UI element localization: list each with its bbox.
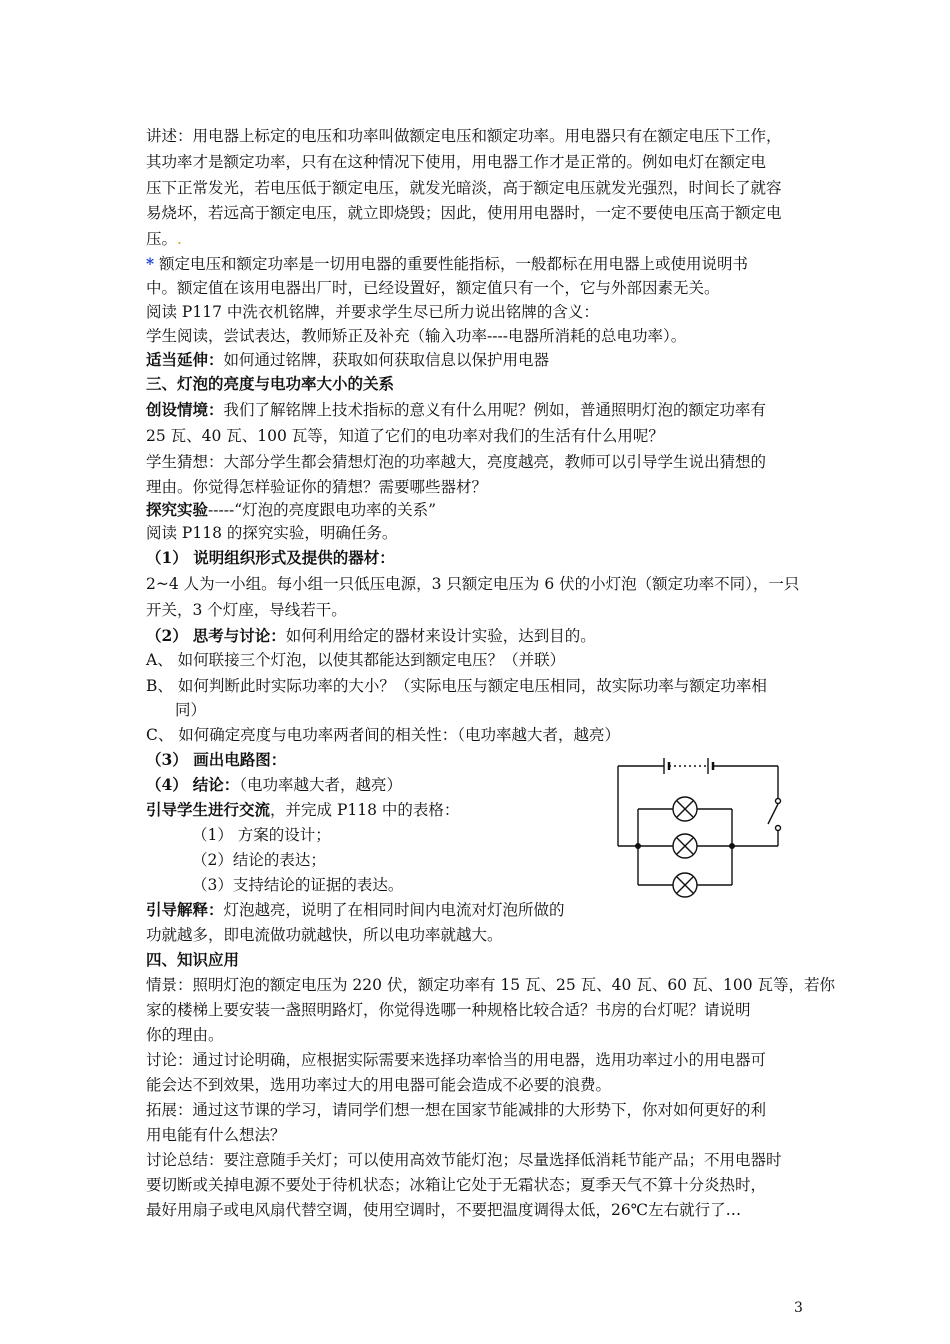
paragraph-text: ，并完成 P118 中的表格： <box>270 801 460 819</box>
paragraph-line: 要切断或关掉电源不要处于待机状态；冰箱让它处于无霜状态；夏季天气不算十分炎热时， <box>146 1176 767 1194</box>
paragraph-line: 讨论总结：要注意随手关灯；可以使用高效节能灯泡；尽量选择低消耗节能产品；不用电器时 <box>146 1151 782 1169</box>
switch-contact <box>776 826 781 831</box>
junction-dot <box>635 843 641 849</box>
paragraph-line: 理由。你觉得怎样验证你的猜想？需要哪些器材？ <box>146 478 488 496</box>
list-item: （1） 方案的设计； <box>192 826 331 844</box>
list-item: （2）结论的表达； <box>192 851 326 869</box>
star-icon: * <box>146 254 155 273</box>
step-line <box>146 748 286 772</box>
paragraph-line: 讨论：通过讨论明确，应根据实际需要来选择功率恰当的用电器，选用功率过小的用电器可 <box>146 1051 767 1069</box>
note-text: 额定电压和额定功率是一切用电器的重要性能指标，一般都标在用电器上或使用说明书 <box>159 255 749 273</box>
section-heading: 三、灯泡的亮度与电功率大小的关系 <box>146 374 395 393</box>
step-number: （3） <box>146 750 188 769</box>
paragraph-line: 压下正常发光，若电压低于额定电压，就发光暗淡，高于额定电压就发光强烈，时间长了就容 <box>146 179 782 197</box>
paragraph-line: 学生阅读，尝试表达，教师矫正及补充（输入功率----电器所消耗的总电功率）。 <box>146 327 687 345</box>
step-label: 说明组织形式及提供的器材： <box>193 548 395 567</box>
question-a: A、 如何联接三个灯泡，以使其都能达到额定电压？（并联） <box>146 651 566 669</box>
list-item: （3）支持结论的证据的表达。 <box>192 876 404 894</box>
bold-label: 探究实验 <box>146 500 209 519</box>
bold-label: 适当延伸： <box>146 350 224 369</box>
step-number: （1） <box>146 548 188 567</box>
page-number: 3 <box>794 1300 803 1316</box>
bold-label: 引导学生进行交流 <box>146 800 271 819</box>
paragraph-text: 如何利用给定的器材来设计实验，达到目的。 <box>285 627 596 645</box>
paragraph-line: 其功率才是额定功率，只有在这种情况下使用，用电器工作才是正常的。例如电灯在额定电 <box>146 153 767 171</box>
paragraph-line: 25 瓦、40 瓦、100 瓦等，知道了它们的电功率对我们的生活有什么用呢？ <box>146 427 664 445</box>
paragraph-line: 用电能有什么想法？ <box>146 1126 286 1144</box>
section-heading: 四、知识应用 <box>146 950 240 969</box>
step-number: （4） <box>146 775 188 794</box>
paragraph-line: 2~4 人为一小组。每小组一只低压电源，3 只额定电压为 6 伏的小灯泡（额定功率不同），一只 <box>146 575 800 593</box>
paragraph-text: -----“灯泡的亮度跟电功率的关系” <box>208 501 437 519</box>
paragraph-line: 最好用扇子或电风扇代替空调，使用空调时，不要把温度调得太低，26℃左右就行了… <box>146 1201 742 1219</box>
paragraph-line <box>146 227 182 251</box>
paragraph-line <box>146 798 459 822</box>
paragraph-line <box>146 898 565 922</box>
paragraph-line: 拓展：通过这节课的学习，请同学们想一想在国家节能减排的大形势下，你对如何更好的利 <box>146 1101 767 1119</box>
note-line <box>146 252 748 276</box>
step-label: 思考与讨论： <box>192 626 286 645</box>
paragraph-line: 家的楼梯上要安装一盏照明路灯，你觉得选哪一种规格比较合适？书房的台灯呢？请说明 <box>146 1001 751 1019</box>
paragraph-text: 压。 <box>146 230 178 248</box>
paragraph-line: 阅读 P118 的探究实验，明确任务。 <box>146 524 398 542</box>
switch-lever <box>768 804 778 824</box>
paragraph-line: 开关，3 个灯座，导线若干。 <box>146 601 347 619</box>
junction-dot <box>729 843 735 849</box>
paragraph-line: 功就越多，即电流做功就越快，所以电功率就越大。 <box>146 926 503 944</box>
question-b-cont: 同） <box>175 701 207 719</box>
paragraph-line: 情景：照明灯泡的额定电压为 220 伏，额定功率有 15 瓦、25 瓦、40 瓦、60 瓦、100 瓦等，若你 <box>146 976 835 994</box>
paragraph-line <box>146 498 436 522</box>
question-c: C、 如何确定亮度与电功率两者间的相关性：（电功率越大者，越亮） <box>146 726 621 744</box>
note-line: 中。额定值在该用电器出厂时，已经设置好，额定值只有一个，它与外部因素无关。 <box>146 279 720 297</box>
step-line <box>146 773 402 797</box>
step-line <box>146 546 395 570</box>
paragraph-text: 如何通过铭牌，获取如何获取信息以保护用电器 <box>223 351 550 369</box>
question-b: B、 如何判断此时实际功率的大小？（实际电压与额定电压相同，故实际功率与额定功率相 <box>146 677 767 695</box>
paragraph-text: 我们了解铭牌上技术指标的意义有什么用呢？例如，普通照明灯泡的额定功率有 <box>223 401 767 419</box>
step-line <box>146 624 596 648</box>
paragraph-text: （电功率越大者，越亮） <box>239 776 403 794</box>
circuit-diagram <box>610 752 790 902</box>
switch-contact <box>776 799 781 804</box>
paragraph-line: 讲述：用电器上标定的电压和功率叫做额定电压和额定功率。用电器只有在额定电压下工作， <box>146 127 782 145</box>
step-label: 画出电路图： <box>193 750 287 769</box>
paragraph-line: 阅读 P117 中洗衣机铭牌，并要求学生尽已所力说出铭牌的含义： <box>146 303 599 321</box>
paragraph-line <box>146 398 766 422</box>
bold-label: 引导解释： <box>146 900 224 919</box>
paragraph-line: 能会达不到效果，选用功率过大的用电器可能会造成不必要的浪费。 <box>146 1076 612 1094</box>
paragraph-line: 你的理由。 <box>146 1026 224 1044</box>
paragraph-line: 学生猜想：大部分学生都会猜想灯泡的功率越大，亮度越亮，教师可以引导学生说出猜想的 <box>146 453 767 471</box>
paragraph-line: 易烧坏，若远高于额定电压，就立即烧毁；因此，使用用电器时，一定不要使电压高于额定电 <box>146 204 782 222</box>
step-number: （2） <box>146 626 188 645</box>
paragraph-text: 灯泡越亮，说明了在相同时间内电流对灯泡所做的 <box>223 901 565 919</box>
step-label: 结论： <box>192 775 240 794</box>
bold-label: 创设情境： <box>146 400 224 419</box>
paragraph-line <box>146 348 549 372</box>
mark-dot: . <box>177 230 182 248</box>
